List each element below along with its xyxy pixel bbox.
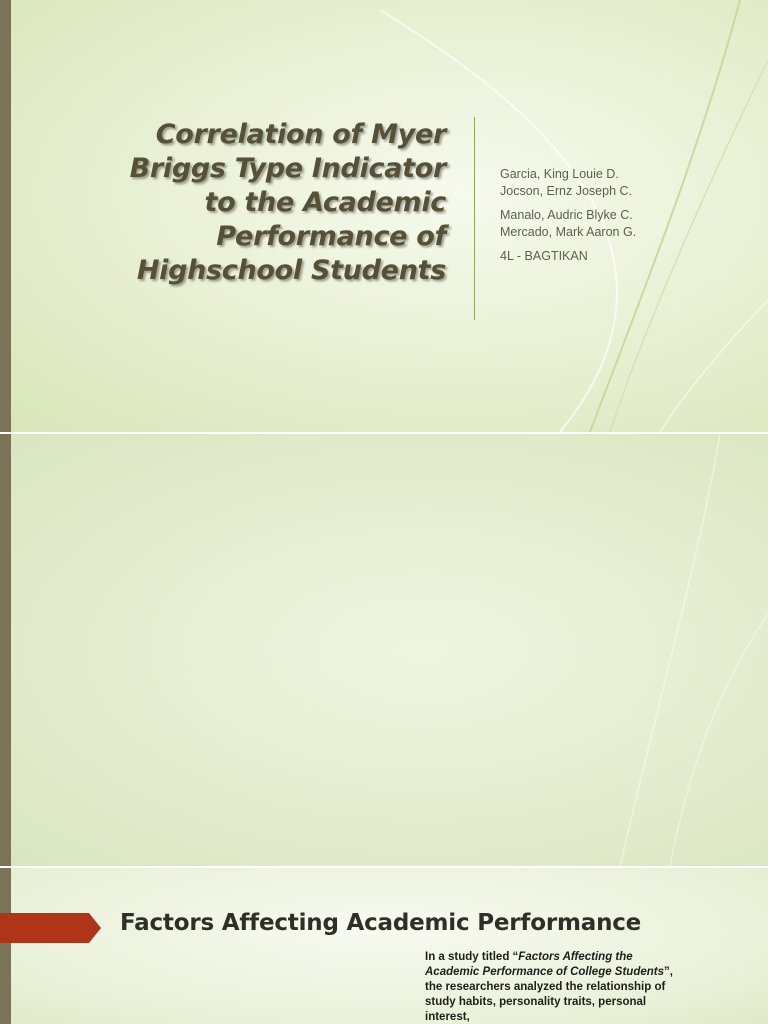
slide-left-bar [0,0,11,432]
author-name: Garcia, King Louie D. [500,167,619,181]
body-text-part: In a study titled “ [425,951,519,963]
slide-title [0,0,768,432]
class-section: 4L - BAGTIKAN [500,249,588,263]
title-arrow-tag-icon [0,913,101,943]
author-name: Mercado, Mark Aaron G. [500,225,637,239]
author-name: Jocson, Ernz Joseph C. [500,184,633,198]
title-divider [474,117,475,320]
slide-left-bar [0,868,11,1024]
presentation-title: Correlation of Myer Briggs Type Indicator to the Academic Performance of Highschool Students [129,119,446,286]
slide-title: Factors Affecting Academic Performance [120,910,642,936]
study-title: Factors Affecting the Academic Performance of College Students [425,951,665,978]
slide-body-text [425,950,675,1024]
author-group [500,166,636,200]
author-list [500,166,636,272]
author-name: Manalo, Audric Blyke C. [500,208,633,222]
slide-left-bar [0,434,11,866]
decorative-curves [0,434,768,866]
slide-factors [0,868,768,1024]
author-group [500,207,636,241]
body-text-part: ”, the researchers analyzed the relationship of study habits, personality traits, personal interest, [425,966,673,1023]
section-label [500,248,636,265]
slide-review [0,434,768,866]
